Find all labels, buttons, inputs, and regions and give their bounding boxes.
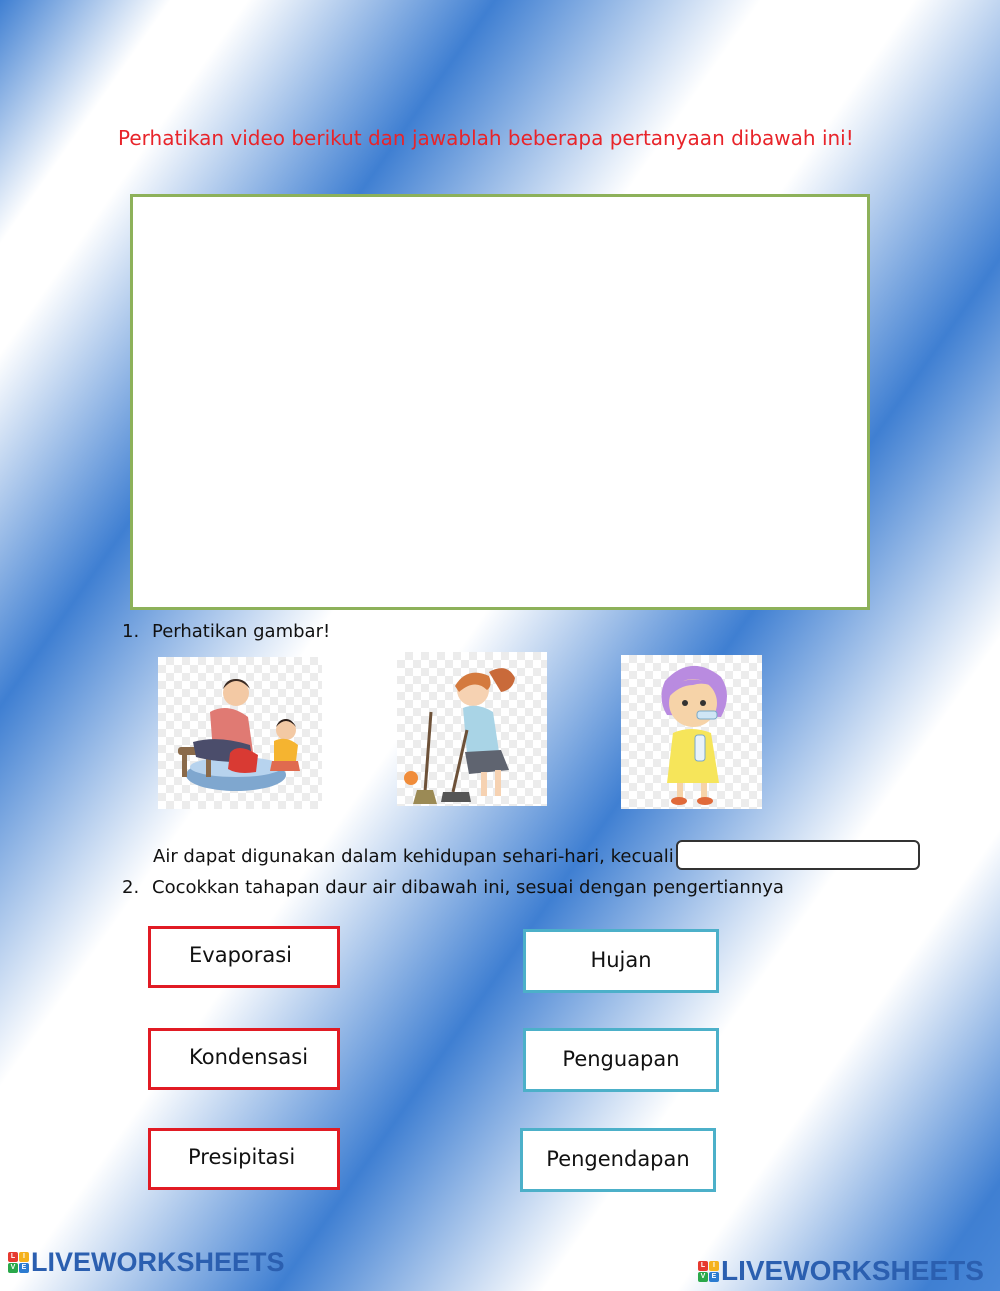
term-evaporasi[interactable]: Evaporasi (148, 926, 340, 988)
question-1-text: Perhatikan gambar! (152, 621, 331, 642)
brand-name: LIVEWORKSHEETS (721, 1255, 984, 1286)
term-kondensasi[interactable]: Kondensasi (148, 1028, 340, 1090)
liveworksheets-logo-left (8, 1247, 285, 1278)
instruction-text: Perhatikan video berikut dan jawablah beberapa pertanyaan dibawah ini! (118, 126, 854, 150)
question-1-number: 1. (122, 621, 140, 642)
definition-pengendapan[interactable]: Pengendapan (520, 1128, 716, 1192)
liveworksheets-mark-icon: L I V E (698, 1261, 719, 1282)
term-presipitasi[interactable]: Presipitasi (148, 1128, 340, 1190)
liveworksheets-mark-icon: L I V E (8, 1252, 29, 1273)
drinking-water-illustration-icon (621, 655, 762, 809)
definition-penguapan[interactable]: Penguapan (523, 1028, 719, 1092)
brand-name: LIVEWORKSHEETS (31, 1247, 285, 1277)
question-2-text: Cocokkan tahapan daur air dibawah ini, sesuai dengan pengertiannya (152, 877, 784, 898)
definition-hujan[interactable]: Hujan (523, 929, 719, 993)
fill-in-prompt: Air dapat digunakan dalam kehidupan sehari-hari, kecuali (153, 846, 674, 867)
washing-clothes-illustration-icon (158, 657, 322, 809)
answer-input[interactable] (676, 840, 920, 870)
liveworksheets-logo-right (698, 1255, 984, 1287)
sweeping-illustration-icon (397, 652, 547, 806)
question-2-number: 2. (122, 877, 140, 898)
video-player[interactable] (130, 194, 870, 610)
